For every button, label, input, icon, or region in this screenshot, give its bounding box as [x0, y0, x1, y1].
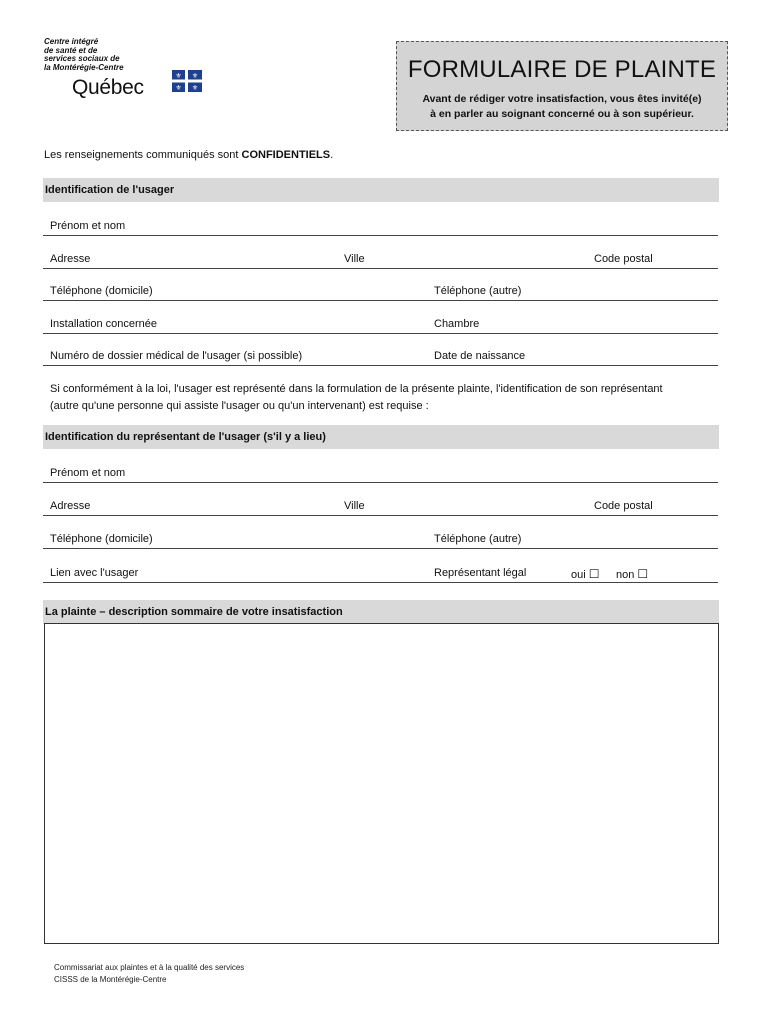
section-header-representative: Identification du représentant de l'usager (s'il y a lieu)	[43, 425, 719, 449]
rep-legal-label: Représentant légal	[434, 567, 527, 579]
rep-name-label: Prénom et nom	[50, 467, 126, 479]
rep-city-label: Ville	[344, 500, 365, 512]
note-line: Si conformément à la loi, l'usager est représenté dans la formulation de la présente plainte, l'identification de son représentant	[50, 383, 663, 395]
user-room-label: Chambre	[434, 318, 480, 330]
form-subtitle	[397, 92, 727, 122]
user-address-field[interactable]	[43, 268, 718, 269]
user-name-row	[50, 220, 718, 234]
confidential-notice	[44, 149, 333, 161]
section-header-user: Identification de l'usager	[43, 178, 719, 202]
section-header-complaint: La plainte – description sommaire de votre insatisfaction	[43, 600, 719, 624]
rep-address-row	[50, 500, 718, 514]
rep-postal-label: Code postal	[594, 500, 653, 512]
rep-name-row	[50, 467, 718, 481]
rep-phone-other-label: Téléphone (autre)	[434, 533, 522, 545]
user-name-label: Prénom et nom	[50, 220, 126, 232]
rep-phone-row	[50, 533, 718, 547]
svg-text:⚜: ⚜	[175, 84, 182, 92]
svg-text:⚜: ⚜	[191, 72, 199, 80]
note-line: (autre qu'une personne qui assiste l'usager ou qu'un intervenant) est requise :	[50, 400, 429, 412]
rep-phone-home-label: Téléphone (domicile)	[50, 533, 153, 545]
confidential-prefix: Les renseignements communiqués sont	[44, 149, 242, 161]
cisss-logo	[44, 37, 204, 99]
rep-legal-yes-option[interactable]	[571, 567, 600, 581]
user-postal-label: Code postal	[594, 253, 653, 265]
rep-name-field[interactable]	[43, 482, 718, 483]
representative-note	[50, 381, 730, 415]
svg-text:⚜: ⚜	[191, 84, 199, 92]
logo-line: de santé et de	[44, 45, 98, 55]
user-birth-label: Date de naissance	[434, 350, 526, 362]
rep-address-label: Adresse	[50, 500, 91, 512]
svg-text:⚜: ⚜	[175, 72, 182, 80]
rep-link-label: Lien avec l'usager	[50, 567, 139, 579]
form-subtitle-line: à en parler au soignant concerné ou à son supérieur.	[430, 108, 694, 120]
form-title-box	[396, 41, 728, 131]
user-facility-field[interactable]	[43, 333, 718, 334]
no-checkbox-icon[interactable]: ☐	[637, 567, 649, 581]
logo-line: Centre intégré	[44, 37, 99, 46]
user-address-row	[50, 253, 718, 267]
user-phone-field[interactable]	[43, 300, 718, 301]
quebec-flag-icon	[172, 70, 202, 92]
confidential-suffix: .	[330, 149, 334, 161]
user-phone-other-label: Téléphone (autre)	[434, 285, 522, 297]
footer	[54, 962, 244, 986]
footer-line: Commissariat aux plaintes et à la qualité des services	[54, 963, 245, 972]
logo-institution-text	[44, 38, 204, 72]
rep-link-row	[50, 567, 718, 581]
rep-address-field[interactable]	[43, 515, 718, 516]
no-label: non	[616, 569, 635, 581]
user-city-label: Ville	[344, 253, 365, 265]
user-phone-row	[50, 285, 718, 299]
rep-link-field[interactable]	[43, 582, 718, 583]
user-file-label: Numéro de dossier médical de l'usager (si possible)	[50, 350, 303, 362]
logo-line: la Montérégie-Centre	[44, 62, 124, 72]
yes-label: oui	[571, 569, 586, 581]
user-phone-home-label: Téléphone (domicile)	[50, 285, 153, 297]
user-name-field[interactable]	[43, 235, 718, 236]
complaint-description-textarea[interactable]	[44, 623, 719, 944]
rep-legal-no-option[interactable]	[616, 567, 648, 581]
user-address-label: Adresse	[50, 253, 91, 265]
form-subtitle-line: Avant de rédiger votre insatisfaction, vous êtes invité(e)	[422, 93, 702, 105]
user-file-field[interactable]	[43, 365, 718, 366]
form-title: FORMULAIRE DE PLAINTE	[407, 56, 717, 83]
confidential-bold: CONFIDENTIELS	[241, 149, 331, 161]
yes-checkbox-icon[interactable]: ☐	[588, 567, 600, 581]
logo-line: services sociaux de	[44, 54, 120, 63]
user-facility-row	[50, 318, 718, 332]
user-file-row	[50, 350, 718, 364]
footer-line: CISSS de la Montérégie-Centre	[54, 975, 167, 984]
rep-phone-field[interactable]	[43, 548, 718, 549]
user-facility-label: Installation concernée	[50, 318, 158, 330]
logo-quebec-wordmark: Québec	[72, 76, 144, 99]
